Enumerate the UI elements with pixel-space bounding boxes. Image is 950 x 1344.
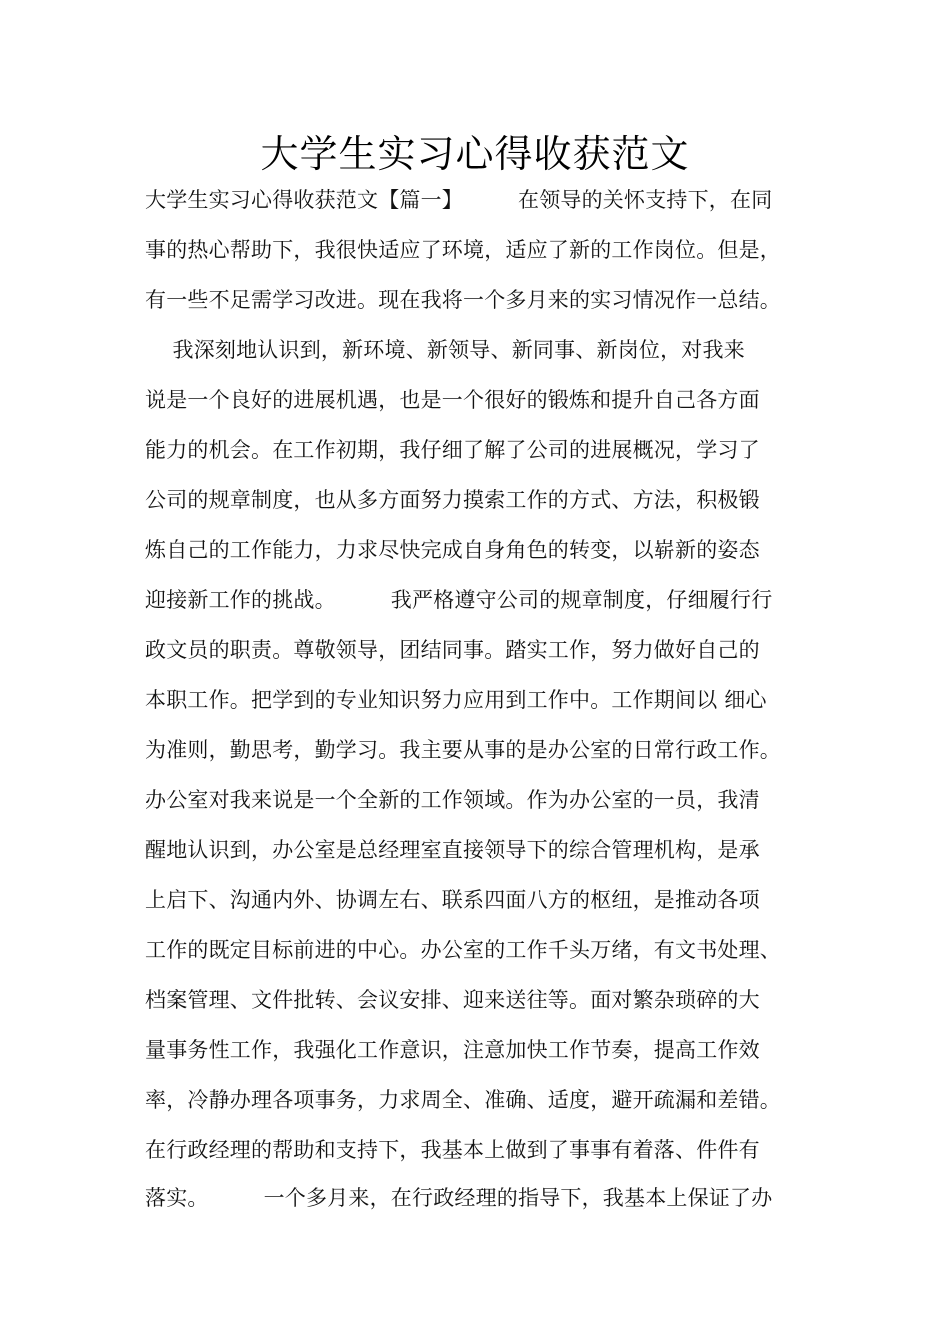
paragraph-line: 说是一个良好的进展机遇，也是一个很好的锻炼和提升自己各方面 [145, 388, 760, 412]
paragraph-line: 事的热心帮助下，我很快适应了环境，适应了新的工作岗位。但是， [145, 238, 781, 262]
paragraph-line: 大学生实习心得收获范文【篇一】 在领导的关怀支持下，在同 [145, 188, 773, 212]
paragraph-line: 醒地认识到，办公室是总经理室直接领导下的综合管理机构，是承 [145, 838, 760, 862]
paragraph-line: 为准则，勤思考，勤学习。我主要从事的是办公室的日常行政工作。 [145, 738, 781, 762]
paragraph-line: 办公室对我来说是一个全新的工作领域。作为办公室的一员，我清 [145, 788, 760, 812]
document-title: 大学生实习心得收获范文 [260, 132, 690, 176]
paragraph-line: 有一些不足需学习改进。现在我将一个多月来的实习情况作一总结。 [145, 288, 781, 312]
paragraph-line: 我深刻地认识到，新环境、新领导、新同事、新岗位，对我来 [145, 338, 745, 362]
paragraph-line: 本职工作。把学到的专业知识努力应用到工作中。工作期间以 细心 [145, 688, 767, 712]
paragraph-line: 能力的机会。在工作初期，我仔细了解了公司的进展概况，学习了 [145, 438, 760, 462]
paragraph-line: 工作的既定目标前进的中心。办公室的工作千头万绪，有文书处理、 [145, 938, 781, 962]
paragraph-line: 政文员的职责。尊敬领导，团结同事。踏实工作，努力做好自己的 [145, 638, 760, 662]
paragraph-line: 落实。 一个多月来，在行政经理的指导下，我基本上保证了办 [145, 1186, 773, 1210]
paragraph-line: 量事务性工作，我强化工作意识，注意加快工作节奏，提高工作效 [145, 1038, 760, 1062]
paragraph-line: 率，冷静办理各项事务，力求周全、准确、适度，避开疏漏和差错。 [145, 1088, 781, 1112]
paragraph-line: 公司的规章制度，也从多方面努力摸索工作的方式、方法，积极锻 [145, 488, 760, 512]
paragraph-line: 迎接新工作的挑战。 我严格遵守公司的规章制度，仔细履行行 [145, 588, 773, 612]
paragraph-line: 上启下、沟通内外、协调左右、联系四面八方的枢纽，是推动各项 [145, 888, 760, 912]
paragraph-line: 档案管理、文件批转、会议安排、迎来送往等。面对繁杂琐碎的大 [145, 988, 760, 1012]
paragraph-line: 炼自己的工作能力，力求尽快完成自身角色的转变，以崭新的姿态 [145, 538, 760, 562]
paragraph-line: 在行政经理的帮助和支持下，我基本上做到了事事有着落、件件有 [145, 1138, 760, 1162]
